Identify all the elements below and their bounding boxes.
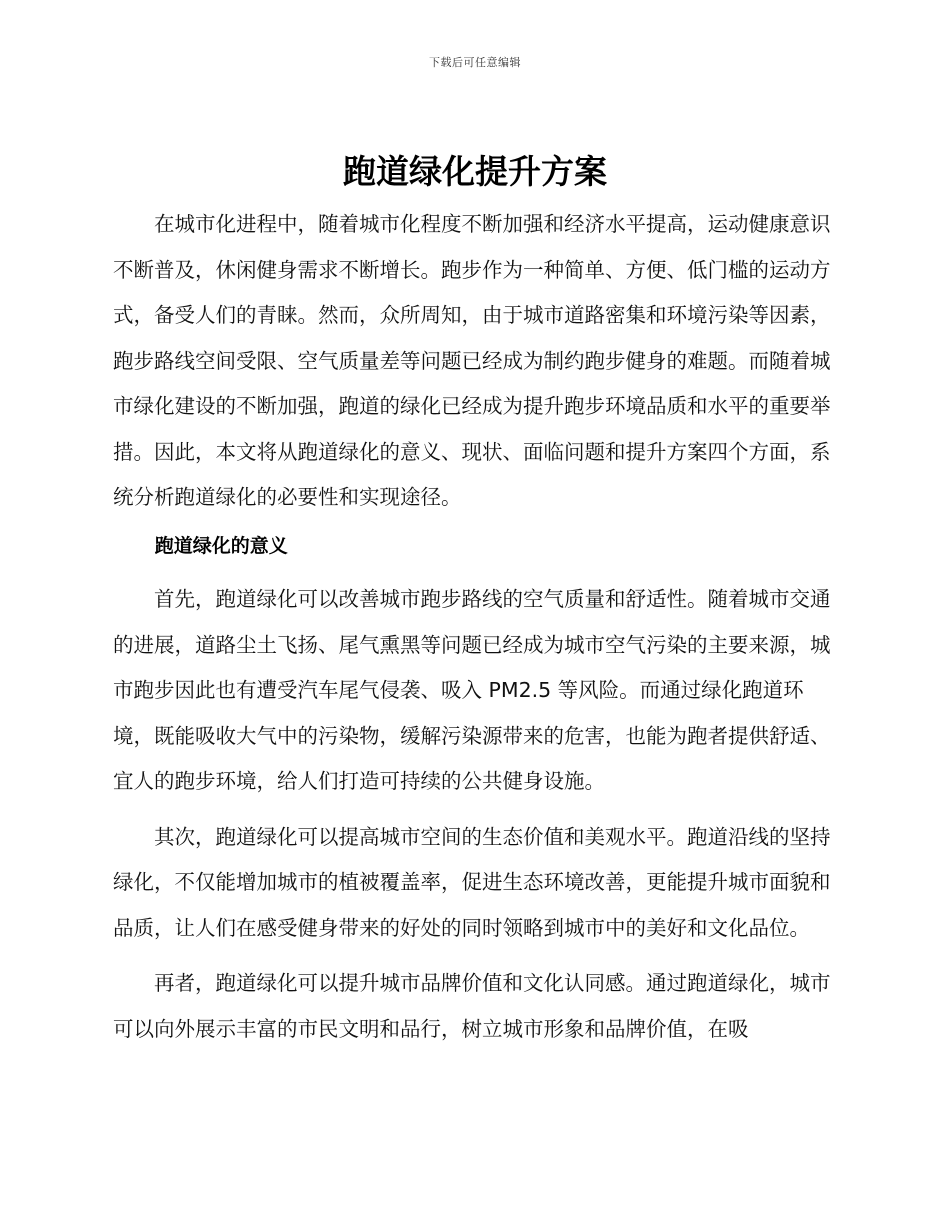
significance-paragraph-3: 再者，跑道绿化可以提升城市品牌价值和文化认同感。通过跑道绿化，城市可以向外展示丰富的市民文明和品行，树立城市形象和品牌价值，在吸 bbox=[113, 971, 831, 1041]
significance-paragraph-1: 首先，跑道绿化可以改善城市跑步路线的空气质量和舒适性。随着城市交通的进展，道路尘土飞扬、尾气熏黑等问题已经成为城市空气污染的主要来源，城市跑步因此也有遭受汽车尾气侵袭、吸入 PM2.5 等风险。而通过绿化跑道环境，既能吸收大气中的污染物，缓解污染源带来的危害，也能为跑者提供舒适、宜人的跑步环境，给人们打造可持续的公共健身设施。 bbox=[113, 587, 831, 793]
header-note: 下载后可任意编辑 bbox=[429, 56, 521, 69]
document-body bbox=[113, 202, 838, 1052]
document-title: 跑道绿化提升方案 bbox=[343, 152, 607, 191]
section-heading-significance: 跑道绿化的意义 bbox=[154, 534, 288, 557]
significance-paragraph-2: 其次，跑道绿化可以提高城市空间的生态价值和美观水平。跑道沿线的坚持绿化，不仅能增加城市的植被覆盖率，促进生态环境改善，更能提升城市面貌和品质，让人们在感受健身带来的好处的同时领略到城市中的美好和文化品位。 bbox=[113, 824, 831, 940]
intro-paragraph: 在城市化进程中，随着城市化程度不断加强和经济水平提高，运动健康意识不断普及，休闲健身需求不断增长。跑步作为一种简单、方便、低门槛的运动方式，备受人们的青睐。然而，众所周知，由于城市道路密集和环境污染等因素，跑步路线空间受限、空气质量差等问题已经成为制约跑步健身的难题。而随着城市绿化建设的不断加强，跑道的绿化已经成为提升跑步环境品质和水平的重要举措。因此，本文将从跑道绿化的意义、现状、面临问题和提升方案四个方面，系统分析跑道绿化的必要性和实现途径。 bbox=[113, 212, 831, 509]
